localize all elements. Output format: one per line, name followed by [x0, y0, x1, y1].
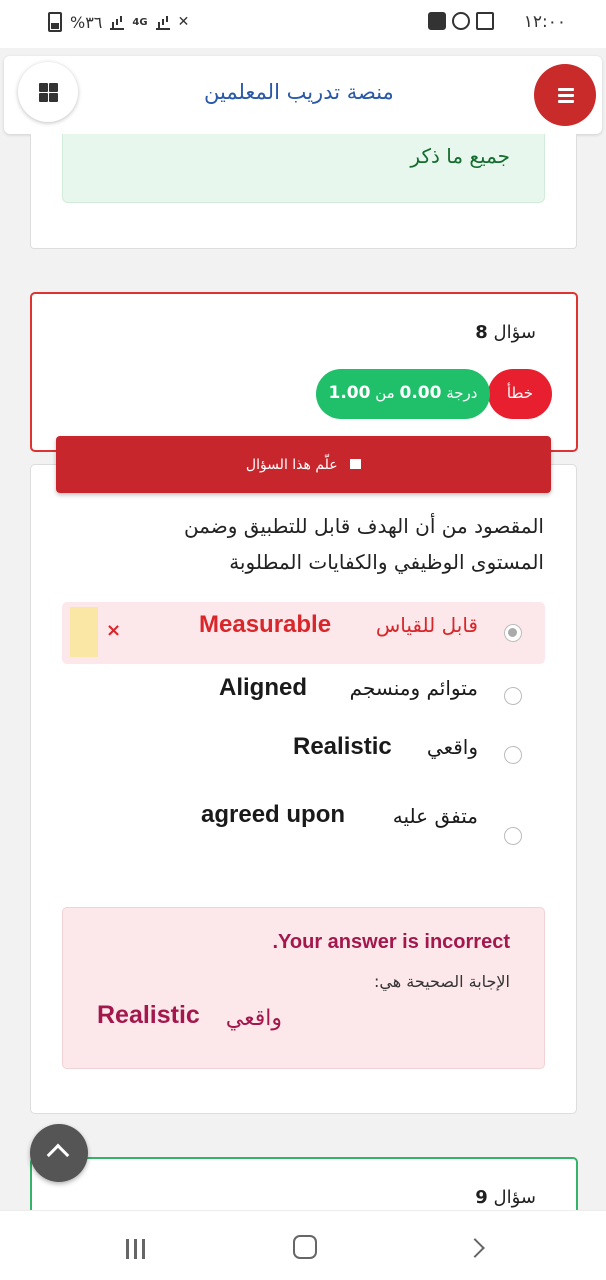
gallery-icon	[428, 12, 446, 30]
system-nav-bar	[0, 1210, 606, 1280]
correct-answer-en: Realistic	[97, 1001, 200, 1029]
status-notification-icons	[428, 12, 494, 30]
battery-icon	[48, 12, 62, 32]
hamburger-icon	[558, 88, 574, 91]
signal-icon	[110, 14, 124, 30]
question-text: المقصود من أن الهدف قابل للتطبيق وضمن المستوى الوظيفي والكفايات المطلوبة	[183, 514, 544, 574]
back-button[interactable]	[465, 1238, 485, 1258]
network-type: 4G	[132, 16, 148, 28]
option-label-ar: متفق عليه	[392, 804, 478, 828]
signal-icon-2	[156, 14, 170, 30]
home-button[interactable]	[293, 1235, 317, 1259]
status-time: ١٢:٠٠	[523, 12, 566, 32]
highlight-marker	[70, 607, 98, 657]
grid-icon	[39, 83, 48, 92]
status-badge: خطأ	[488, 369, 552, 419]
option-label-en: Measurable	[199, 611, 332, 638]
site-title[interactable]: منصة تدريب المعلمين	[204, 80, 394, 104]
question-number: 8	[475, 322, 488, 343]
chevron-up-icon	[47, 1144, 70, 1167]
status-bar	[0, 0, 606, 48]
flag-question-button[interactable]: علّم هذا السؤال	[56, 436, 551, 493]
apps-grid-button[interactable]	[18, 62, 78, 122]
whatsapp-icon	[452, 12, 470, 30]
option-radio-3[interactable]	[504, 746, 522, 764]
option-radio-2[interactable]	[504, 687, 522, 705]
option-label-en: agreed upon	[201, 801, 346, 828]
battery-percent: %٣٦	[70, 12, 103, 32]
incorrect-mark-icon: ×	[106, 620, 122, 641]
option-radio-1[interactable]	[504, 624, 522, 642]
option-label-ar: واقعي	[426, 735, 478, 759]
option-label-ar: قابل للقياس	[375, 613, 478, 637]
recent-apps-button[interactable]	[126, 1239, 148, 1259]
menu-button[interactable]	[534, 64, 596, 126]
option-label-en: Aligned	[219, 674, 307, 701]
status-system-icons	[48, 12, 189, 32]
flag-icon	[350, 459, 361, 469]
scroll-to-top-button[interactable]	[30, 1124, 88, 1182]
question-title: سؤال 8	[475, 322, 536, 343]
option-radio-4[interactable]	[504, 827, 522, 845]
previous-correct-answer-text: جميع ما ذكر	[410, 144, 510, 168]
next-question-title: سؤال 9	[475, 1187, 536, 1208]
option-label-ar: متوائم ومنسجم	[349, 676, 478, 700]
correct-answer-label: الإجابة الصحيحة هي:	[374, 972, 510, 991]
feedback-title: .Your answer is incorrect	[272, 931, 510, 953]
app-header	[4, 56, 602, 134]
correct-answer-ar: واقعي	[225, 1006, 282, 1031]
option-label-en: Realistic	[293, 733, 392, 760]
mute-icon: ✕	[177, 14, 190, 30]
question-info-box	[30, 292, 578, 452]
missed-call-icon	[476, 12, 494, 30]
grade-badge: درجة 0.00 من 1.00	[316, 369, 490, 419]
